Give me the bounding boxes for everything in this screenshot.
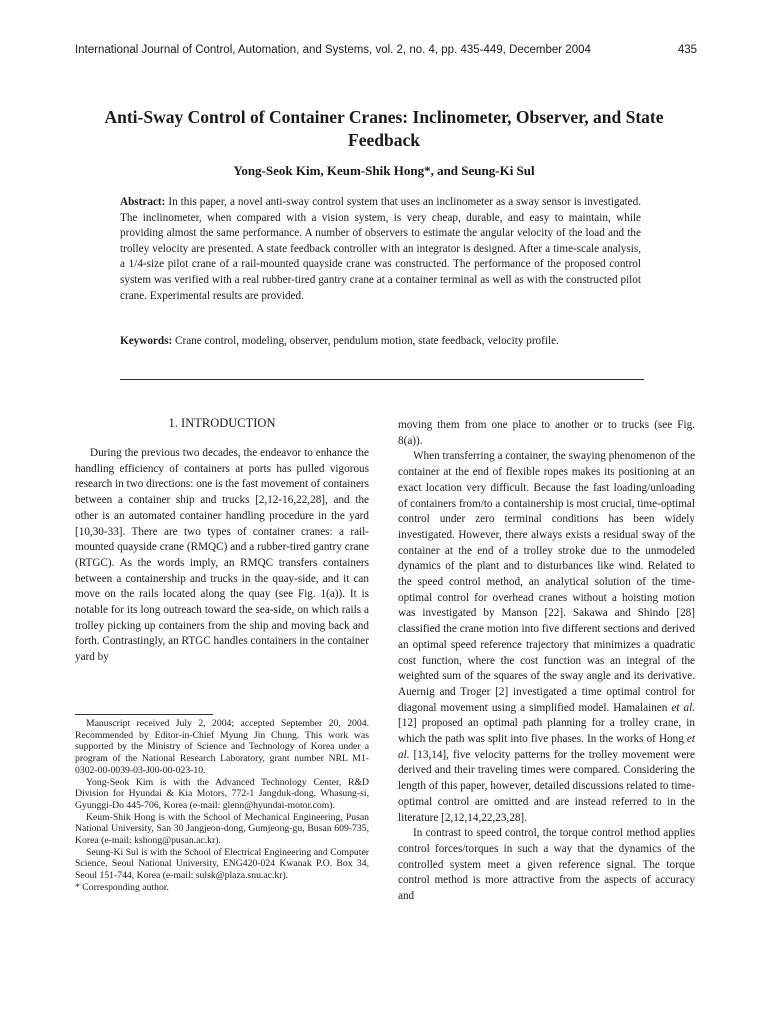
journal-citation: International Journal of Control, Automation, and Systems, vol. 2, no. 4, pp. 435-449, December 2004 bbox=[75, 44, 591, 56]
footnote-author-2: Keum-Shik Hong is with the School of Mechanical Engineering, Pusan National University, San 30 Jangjeon-dong, Gumjeong-gu, Busan 609-735, Korea (e-mail: kshong@pusan.ac.kr). bbox=[75, 811, 369, 847]
keywords-label: Keywords: bbox=[120, 335, 173, 347]
intro-paragraph-2 bbox=[398, 449, 695, 826]
footnotes bbox=[75, 718, 369, 894]
right-column bbox=[398, 418, 695, 905]
abstract bbox=[120, 195, 641, 304]
para2-etal-2: et al. bbox=[398, 733, 695, 761]
para2-part-c: [13,14], five velocity patterns for the trolley movement were derived and their traveling times were compared. Considering the length of this paper, however, detailed discussions related to time-optimal control are omitted and are instead referred to in the literature [2,12,14,22,23,28]. bbox=[398, 748, 695, 824]
author-list: Yong-Seok Kim, Keum-Shik Hong*, and Seung-Ki Sul bbox=[233, 163, 535, 178]
left-column bbox=[75, 446, 369, 666]
para2-part-b: [12] proposed an optimal path planning for a trolley crane, in which the path was split into five phases. In the works of Hong bbox=[398, 717, 695, 746]
running-header bbox=[75, 44, 697, 60]
footnote-author-3: Seung-Ki Sul is with the School of Electrical Engineering and Computer Science, Seoul National University, ENG420-024 Kwanak P.O. Box 34, Seoul 151-744, Korea (e-mail: sulsk@plaza.snu.ac.kr). bbox=[75, 846, 369, 882]
footnote-author-1: Yong-Seok Kim is with the Advanced Technology Center, R&D Division for Hyundai & Kia Motors, 772-1 Jangduk-dong, Whasung-si, Gyunggi-Do 445-706, Korea (e-mail: glenn@hyundai-motor.com). bbox=[75, 776, 369, 811]
header-divider bbox=[120, 379, 644, 380]
intro-paragraph-1-continued: moving them from one place to another or to trucks (see Fig. 8(a)). bbox=[398, 419, 695, 447]
footnote-divider bbox=[75, 714, 213, 715]
abstract-label: Abstract: bbox=[120, 196, 166, 208]
section-heading-introduction: 1. INTRODUCTION bbox=[168, 416, 276, 430]
intro-paragraph-3: In contrast to speed control, the torque control method applies control forces/torques in such a way that the dynamics of the controlled system meet a given reference signal. The torque control method is more attractive from the aspects of accuracy and bbox=[398, 827, 695, 903]
footnote-corresponding: * Corresponding author. bbox=[75, 881, 169, 893]
para2-etal-1: et al. bbox=[671, 701, 695, 714]
abstract-text: In this paper, a novel anti-sway control system that uses an inclinometer as a sway sensor is investigated. The inclinometer, when compared with a vision system, is very cheap, durable, and easy to maintain, while providing almost the same performance. A number of observers to estimate the angular velocity of the load and the trolley velocity are presented. A state feedback controller with an integrator is designed. After a time-scale analysis, a 1/4-size pilot crane of a rail-mounted quayside crane was constructed. The performance of the proposed control system was verified with a real rubber-tired gantry crane at a container terminal as well as with the constructed pilot crane. Experimental results are provided. bbox=[120, 196, 642, 302]
intro-paragraph-1: During the previous two decades, the endeavor to enhance the handling efficiency of containers at ports has pulled vigorous research in two directions: one is the fast movement of containers between a container ship and trucks [2,12-16,22,28], and the other is an automated container handling procedure in the yard [10,30-33]. There are two types of container cranes: a rail-mounted quayside crane (RMQC) and a rubber-tired gantry crane (RTGC). As the words imply, an RMQC transfers containers between a containership and trucks in the quay-side, and it can move on the rails located along the quay (see Fig. 1(a)). It is notable for its long outreach toward the sea-side, on which rails a trolley picking up containers from the ship and moving back and forth. Contrastingly, an RTGC handles containers in the container yard by bbox=[75, 447, 369, 664]
keywords-text: Crane control, modeling, observer, pendulum motion, state feedback, velocity profile. bbox=[175, 335, 559, 347]
paper-title: Anti-Sway Control of Container Cranes: Inclinometer, Observer, and State Feedback bbox=[104, 107, 664, 150]
page-number: 435 bbox=[677, 44, 697, 56]
keywords bbox=[120, 334, 641, 350]
footnote-received: Manuscript received July 2, 2004; accepted September 20, 2004. Recommended by Editor-in-Chief Myung Jin Chung. This work was supported by the Ministry of Science and Technology of Korea under a program of the National Research Laboratory, grant number NRL M1-0302-00-0039-03-J00-00-023-10. bbox=[75, 718, 369, 776]
para2-part-a: When transferring a container, the swaying phenomenon of the container at the end of flexible ropes makes its positioning at an exact location very difficult. Because the fast loading/unloading of containers from/to a containership is most crucial, time-optimal control under zero terminal conditions has been widely investigated. However, there always exists a residual sway of the container at the end of a trolley stroke due to the unmodeled dynamics of the plant and to disturbances like wind. Related to the speed control method, an analytical solution of the time-optimal control for overhead cranes without a hoisting motion was investigated by Manson [22]. Sakawa and Shindo [28] classified the crane motion into five different sections and derived an optimal speed reference trajectory that minimizes a quadratic cost function, where the cost function was an integral of the weighted sum of the squares of the sway angle and its derivative. Auernig and Troger [2] investigated a time optimal control for diagonal movement using a simplified model. Hamalainen bbox=[398, 450, 695, 714]
